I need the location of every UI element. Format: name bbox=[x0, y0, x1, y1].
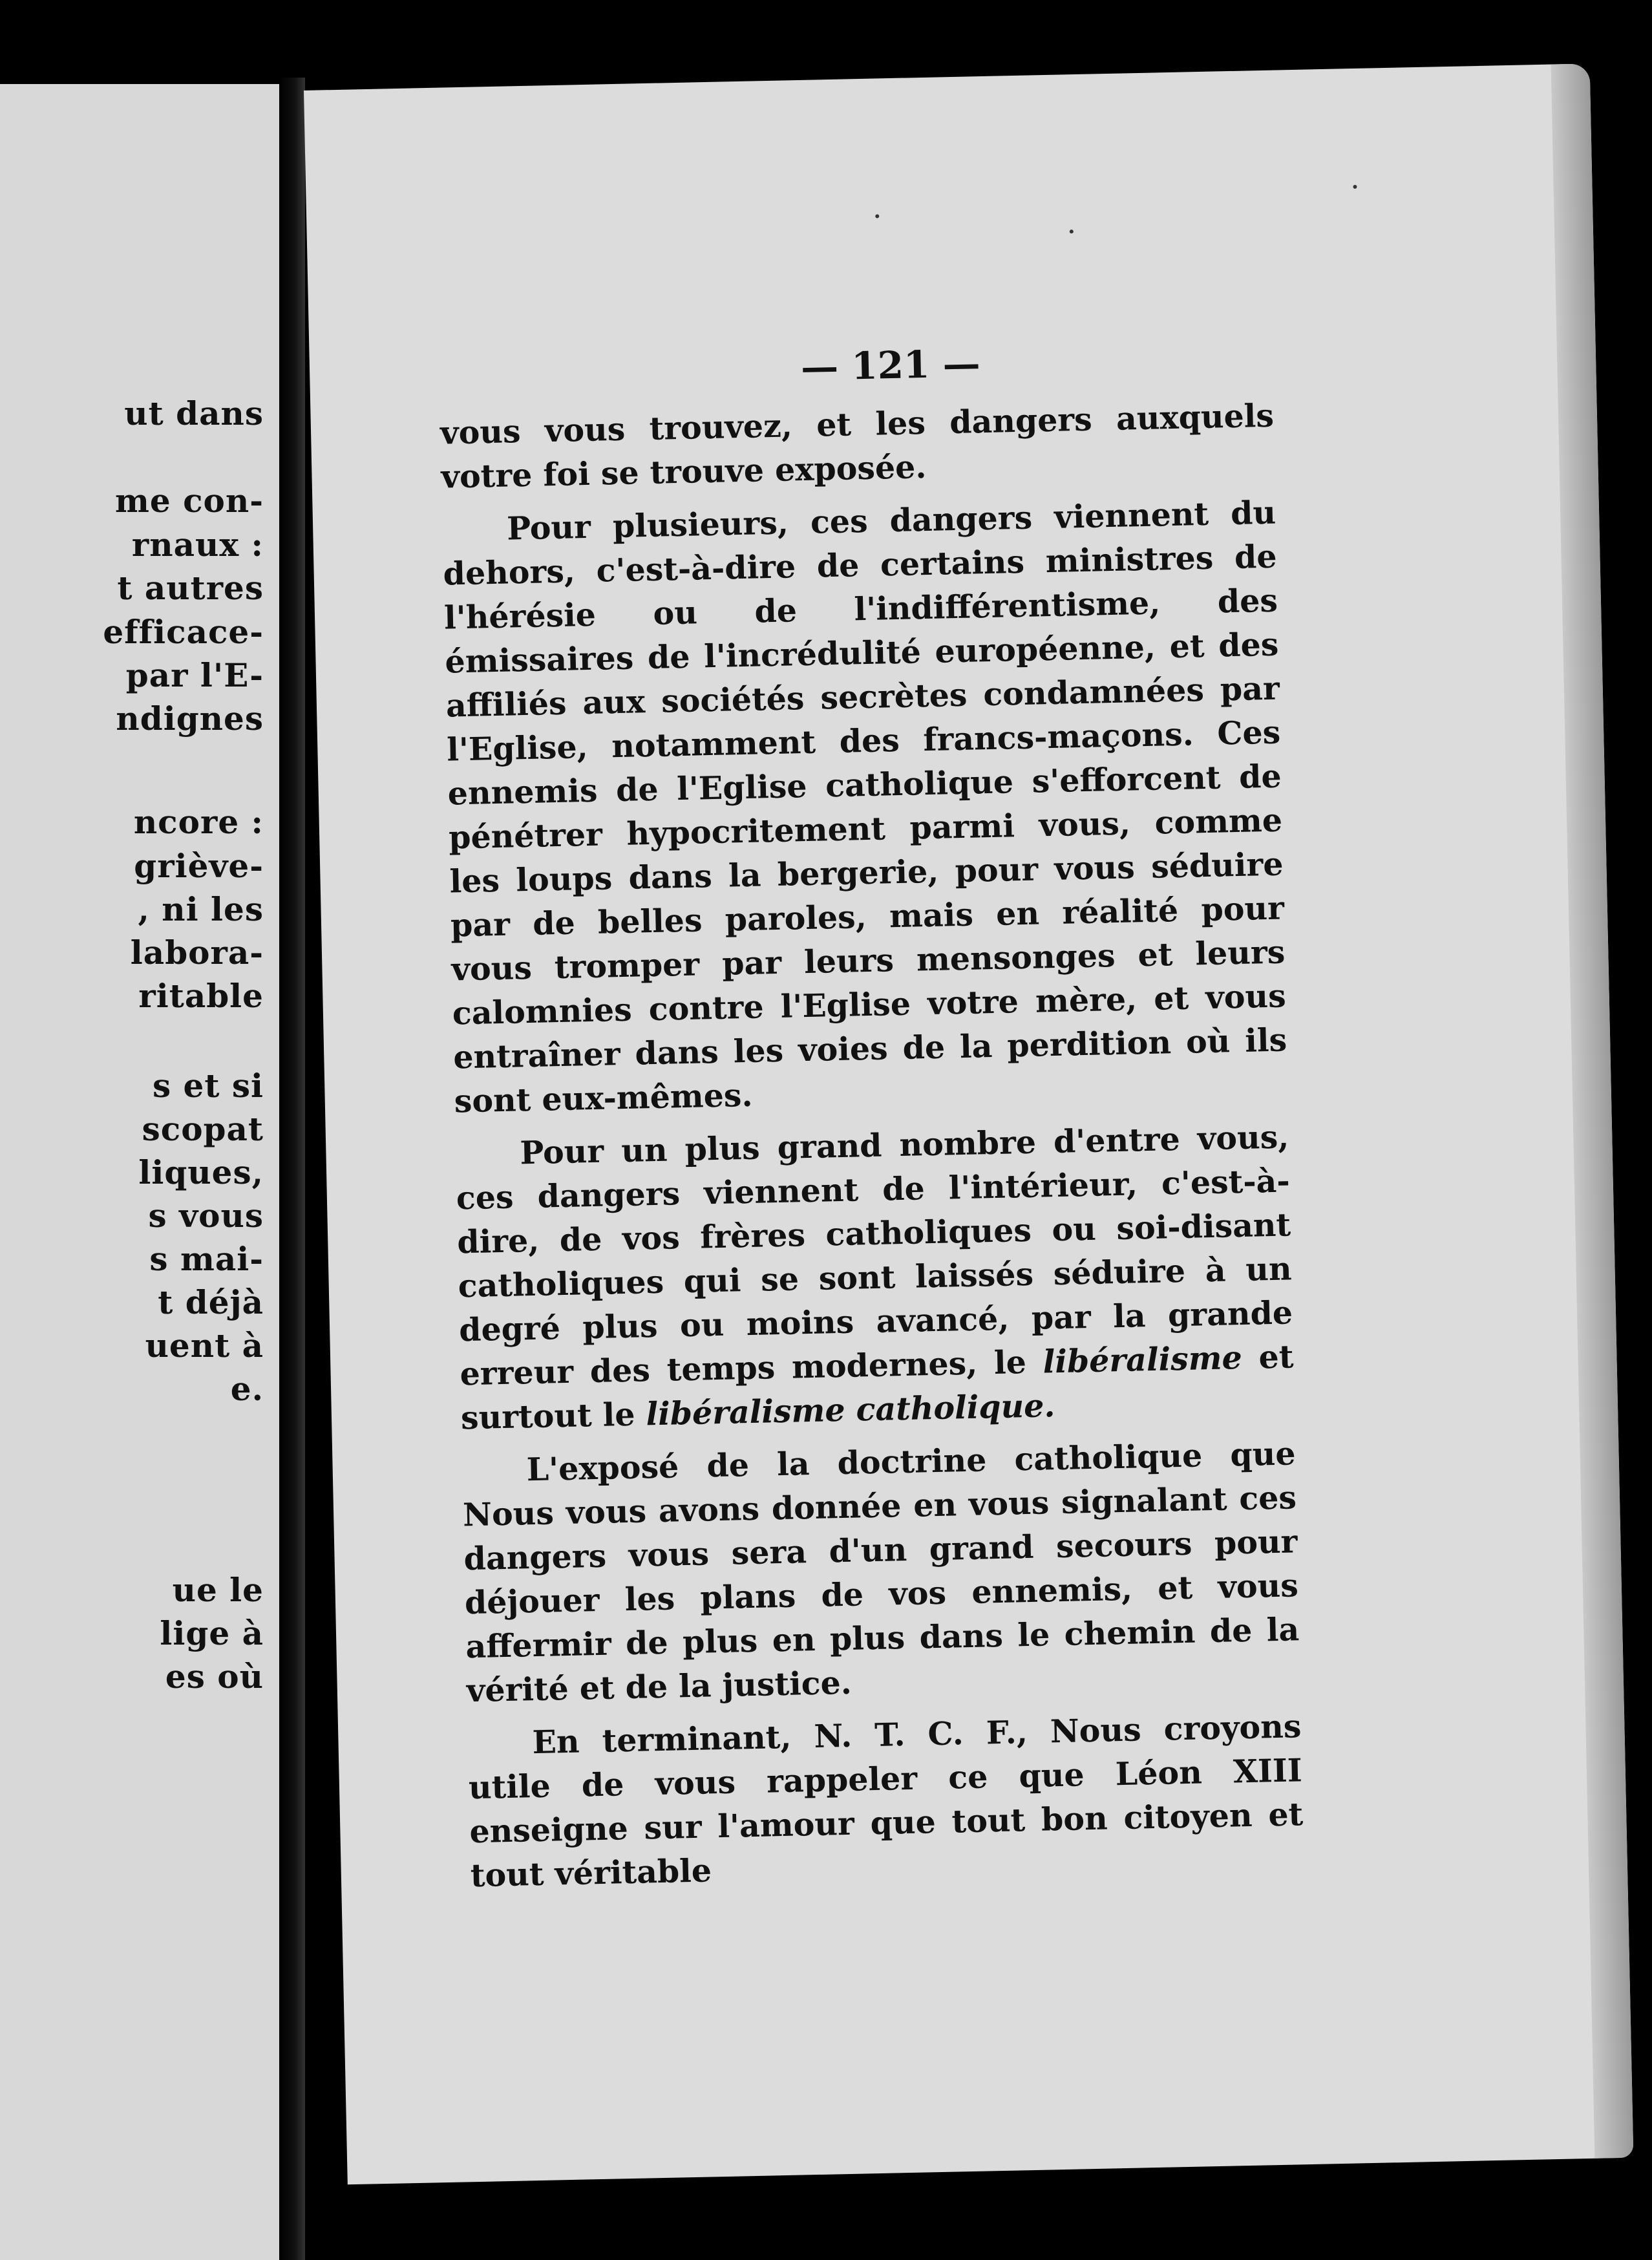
left-page-line: s vous bbox=[148, 1197, 264, 1235]
scan-speck bbox=[875, 214, 879, 218]
italic-term-liberalisme-catholique: libéralisme catholique. bbox=[645, 1387, 1055, 1433]
left-page-line: rnaux : bbox=[131, 526, 264, 564]
page-number: — 121 — bbox=[800, 341, 981, 389]
paragraph-text: Pour plusieurs, ces dangers viennent du dehors, c'est-à-dire de certains ministres de l'hérésie ou de l'indifférentisme, des émissaires de l'incrédulité européenne, et des affiliés aux sociétés secrètes condamnées par l'Eglise, notamment des francs-maçons. Ces ennemis de l'Eglise catholique s'efforcent de pénétrer hypocritement parmi vous, comme les loups dans la bergerie, pour vous séduire par de belles paroles, mais en réalité pour vous tromper par leurs mensonges et leurs calomnies contre l'Eglise votre mère, et vous entraîner dans les voies de la perdition où ils sont eux-mêmes. bbox=[443, 493, 1287, 1120]
italic-term-liberalisme: libéralisme bbox=[1043, 1339, 1243, 1381]
left-page-line: lige à bbox=[160, 1614, 264, 1652]
left-page-line: uent à bbox=[145, 1327, 264, 1365]
left-page-line: par l'E- bbox=[125, 656, 264, 694]
left-page-line: ut dans bbox=[124, 394, 264, 432]
left-page-line: scopat bbox=[142, 1110, 264, 1148]
scan-speck bbox=[1070, 229, 1074, 233]
left-page-line: es où bbox=[165, 1658, 264, 1696]
left-page-line: , ni les bbox=[138, 890, 264, 928]
left-page-line: me con- bbox=[114, 482, 264, 520]
paragraph-text: vous vous trouvez, et les dangers auxquels votre foi se trouve exposée. bbox=[439, 396, 1275, 496]
left-page-line: liques, bbox=[138, 1153, 264, 1191]
paragraph-2 bbox=[442, 491, 1289, 1124]
left-page-line: ritable bbox=[138, 977, 264, 1015]
paragraph-3 bbox=[455, 1114, 1295, 1440]
book-gutter bbox=[279, 78, 305, 2260]
left-page-line: ncore : bbox=[133, 803, 264, 841]
right-page bbox=[304, 63, 1633, 2184]
paragraph-text: et surtout le bbox=[460, 1338, 1294, 1437]
left-page-line: labora- bbox=[130, 933, 264, 972]
left-page-fragment bbox=[0, 84, 279, 2260]
left-page-line: efficace- bbox=[103, 613, 264, 651]
paragraph-1 bbox=[439, 394, 1275, 499]
left-page-line: s mai- bbox=[149, 1240, 264, 1278]
left-page-line: ue le bbox=[172, 1571, 264, 1609]
left-page-line: s et si bbox=[152, 1067, 264, 1105]
scan-speck bbox=[1353, 185, 1357, 189]
paragraph-text: L'exposé de la doctrine catholique que Nous vous avons donnée en vous signalant ces dangers vous sera d'un grand secours pour déjouer les plans de vos ennemis, et vous affermir de plus en plus dans le chemin de la vérité et de la justice. bbox=[462, 1434, 1300, 1710]
left-page-line: grièvе- bbox=[134, 847, 264, 885]
paragraph-text: En terminant, N. T. C. F., Nous croyons utile de vous rappeler ce que Léon XIII enseigne sur l'amour que tout bon citoyen et tout véritable bbox=[468, 1707, 1304, 1895]
page-edge-shadow bbox=[1551, 63, 1634, 2159]
left-page-line: t autres bbox=[117, 569, 264, 607]
left-page-line: t déjà bbox=[158, 1283, 264, 1321]
page-body-text bbox=[439, 394, 1304, 1907]
paragraph-text: Pour un plus grand nombre d'entre vous, ces dangers viennent de l'intérieur, c'est-à-dire, de vos frères catholiques ou soi-disant catholiques qui se sont laissés séduire à un degré plus ou moins avancé, par la grande erreur des temps modernes, le bbox=[456, 1118, 1293, 1393]
left-page-line: e. bbox=[230, 1370, 264, 1408]
paragraph-4 bbox=[461, 1431, 1300, 1712]
left-page-line: ndignes bbox=[116, 699, 264, 738]
paragraph-5 bbox=[467, 1704, 1304, 1897]
